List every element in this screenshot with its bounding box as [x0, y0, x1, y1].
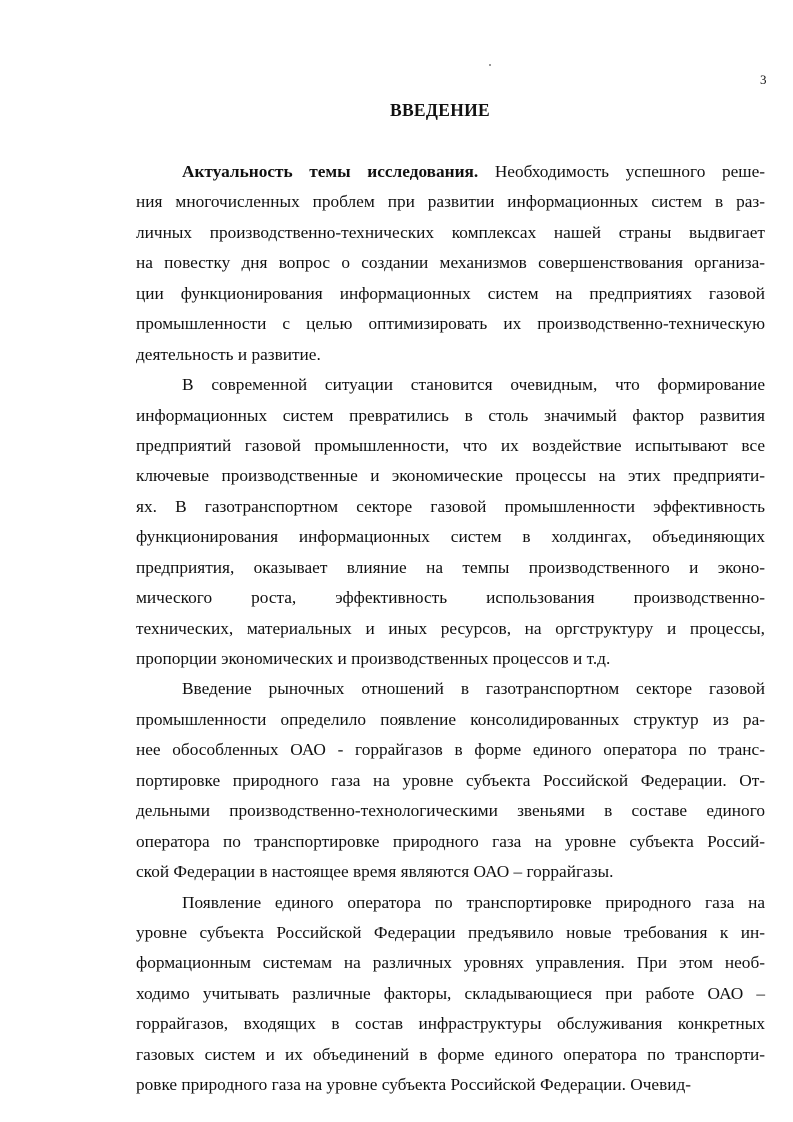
line-text: Необходимость успешного реше-: [478, 162, 765, 181]
line-text: промышленности с целью оптимизировать их производственно-техническую: [136, 314, 765, 334]
paragraph: [136, 888, 765, 1101]
line-text: Появление единого оператора по транспортировке природного газа на: [182, 892, 765, 912]
line-text: дельными производственно-технологическими звеньями в составе единого: [136, 801, 765, 821]
text-line: [136, 218, 765, 248]
text-line: [136, 248, 765, 278]
text-line: [136, 888, 765, 918]
text-line: [136, 492, 765, 522]
text-line: [136, 979, 765, 1009]
text-line: [136, 340, 765, 370]
line-text: Введение рыночных отношений в газотранспортном секторе газовой: [182, 679, 765, 699]
line-text: В современной ситуации становится очевидным, что формирование: [182, 375, 765, 395]
text-line: [136, 735, 765, 765]
line-text: функционирования информационных систем в холдингах, объединяющих: [136, 527, 765, 547]
line-text: пропорции экономических и производственных процессов и т.д.: [136, 649, 611, 668]
text-line: [136, 583, 765, 613]
body-text: [136, 157, 765, 1101]
section-lead-in: Актуальность темы исследования.: [182, 162, 479, 181]
line-text: ключевые производственные и экономические процессы на этих предприяти-: [136, 466, 765, 486]
line-text: уровне субъекта Российской Федерации предъявило новые требования к ин-: [136, 922, 765, 942]
line-text: информационных систем превратились в столь значимый фактор развития: [136, 405, 765, 425]
line-text: портировке природного газа на уровне субъекта Российской Федерации. От-: [136, 770, 765, 790]
text-line: [136, 522, 765, 552]
line-text: деятельность и развитие.: [136, 344, 321, 364]
text-line: [136, 674, 765, 704]
line-text: предприятия, оказывает влияние на темпы производственного и эконо-: [136, 557, 765, 577]
paragraph: [136, 157, 765, 370]
text-line: [136, 1040, 765, 1070]
text-line: [136, 370, 765, 400]
page-number: 3: [760, 72, 767, 87]
paragraph: [136, 370, 765, 674]
text-line: [136, 187, 765, 217]
line-text: технических, материальных и иных ресурсов, на оргструктуру и процессы,: [136, 618, 765, 638]
text-line: [136, 857, 765, 887]
paragraph: [136, 674, 765, 887]
text-line: [136, 431, 765, 461]
text-line: [136, 553, 765, 583]
text-line: [136, 705, 765, 735]
line-text: горрайгазов, входящих в состав инфраструктуры обслуживания конкретных: [136, 1014, 765, 1034]
line-text: ях. В газотранспортном секторе газовой промышленности эффективность: [136, 496, 765, 516]
text-line: [136, 1009, 765, 1039]
line-text: промышленности определило появление консолидированных структур из ра-: [136, 709, 765, 729]
line-text: ции функционирования информационных систем на предприятиях газовой: [136, 283, 765, 303]
text-line: [136, 1070, 765, 1100]
line-text: мического роста, эффективность использования производственно-: [136, 588, 765, 608]
line-text: оператора по транспортировке природного газа на уровне субъекта Россий-: [136, 831, 765, 851]
text-line: [136, 827, 765, 857]
line-text: ской Федерации в настоящее время являются ОАО – горрайгазы.: [136, 862, 614, 882]
text-line: [136, 401, 765, 431]
line-text: нее обособленных ОАО - горрайгазов в форме единого оператора по транс-: [136, 740, 765, 760]
scan-speck: [489, 64, 491, 66]
text-line: [136, 796, 765, 826]
text-line: [136, 766, 765, 796]
line-text: на повестку дня вопрос о создании механизмов совершенствования организа-: [136, 253, 765, 273]
line-text: ния многочисленных проблем при развитии информационных систем в раз-: [136, 192, 765, 212]
text-line: [136, 644, 765, 674]
line-text: формационным системам на различных уровнях управления. При этом необ-: [136, 953, 765, 973]
text-line: [136, 614, 765, 644]
line-text: личных производственно-технических комплексах нашей страны выдвигает: [136, 222, 765, 242]
text-line: [136, 918, 765, 948]
page-title: ВВЕДЕНИЕ: [389, 100, 491, 120]
line-text: предприятий газовой промышленности, что их воздействие испытывают все: [136, 435, 765, 455]
text-line: [136, 948, 765, 978]
text-line: [136, 157, 765, 187]
text-line: [136, 309, 765, 339]
text-line: [136, 461, 765, 491]
line-text: ходимо учитывать различные факторы, складывающиеся при работе ОАО –: [136, 983, 765, 1003]
text-line: [136, 279, 765, 309]
line-text: газовых систем и их объединений в форме единого оператора по транспорти-: [136, 1044, 765, 1064]
line-text: ровке природного газа на уровне субъекта Российской Федерации. Очевид-: [136, 1075, 692, 1095]
